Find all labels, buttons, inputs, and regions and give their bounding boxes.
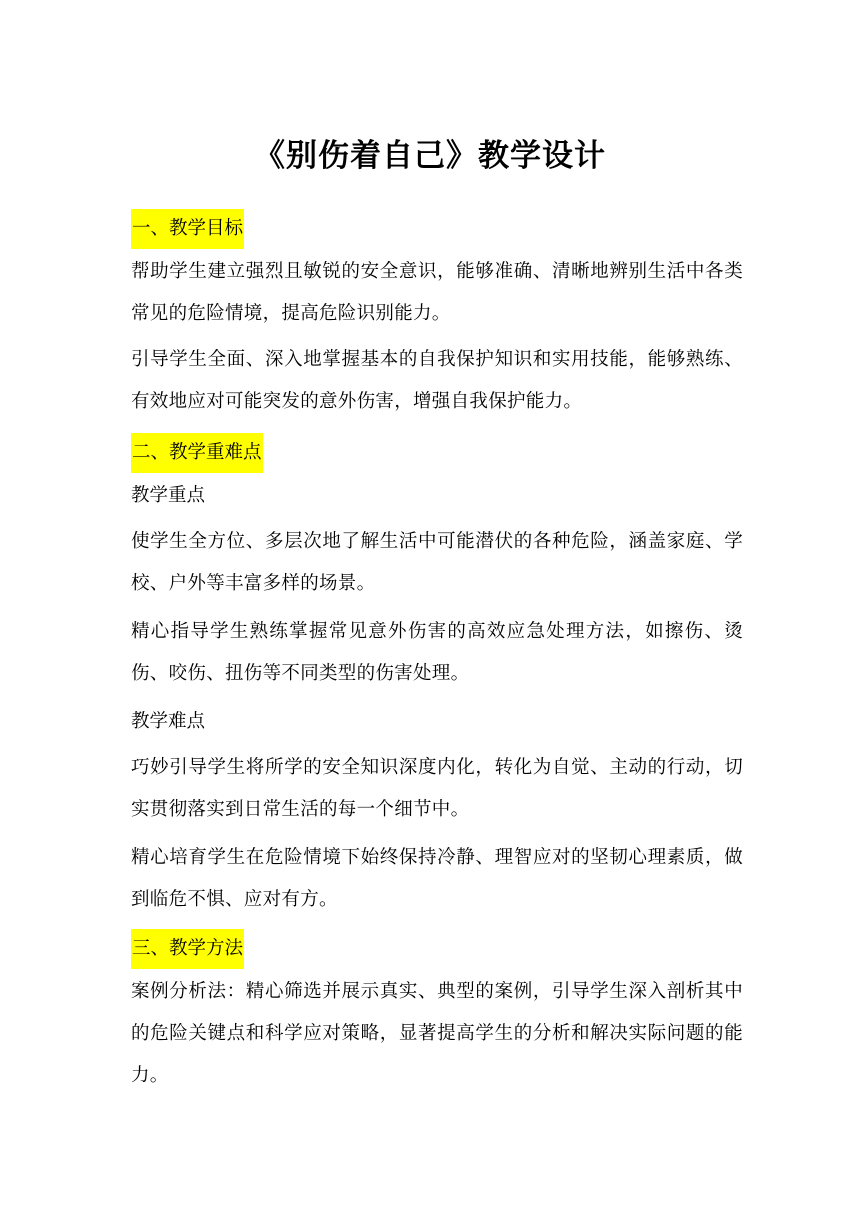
section-heading-teaching-goals: 一、教学目标 — [131, 209, 244, 249]
paragraph: 巧妙引导学生将所学的安全知识深度内化，转化为自觉、主动的行动，切实贯彻落实到日常生活的每一个细节中。 — [131, 757, 743, 820]
section-3-heading-wrap — [131, 929, 743, 969]
subheading-key-points: 教学重点 — [131, 485, 206, 506]
paragraph: 引导学生全面、深入地掌握基本的自我保护知识和实用技能，能够熟练、有效地应对可能突发的意外伤害，增强自我保护能力。 — [131, 349, 743, 412]
section-heading-teaching-methods: 三、教学方法 — [131, 929, 244, 969]
paragraph: 精心指导学生熟练掌握常见意外伤害的高效应急处理方法，如擦伤、烫伤、咬伤、扭伤等不同类型的伤害处理。 — [131, 621, 743, 684]
paragraph: 使学生全方位、多层次地了解生活中可能潜伏的各种危险，涵盖家庭、学校、户外等丰富多样的场景。 — [131, 531, 743, 594]
document-title: 《别伤着自己》教学设计 — [254, 138, 606, 174]
paragraph: 案例分析法：精心筛选并展示真实、典型的案例，引导学生深入剖析其中的危险关键点和科学应对策略，显著提高学生的分析和解决实际问题的能力。 — [131, 981, 743, 1086]
section-1-heading-wrap — [131, 209, 743, 249]
subheading-difficult-points: 教学难点 — [131, 711, 206, 732]
section-2-heading-wrap — [131, 433, 743, 473]
paragraph: 帮助学生建立强烈且敏锐的安全意识，能够准确、清晰地辨别生活中各类常见的危险情境，提高危险识别能力。 — [131, 261, 743, 324]
paragraph: 精心培育学生在危险情境下始终保持冷静、理智应对的坚韧心理素质，做到临危不惧、应对有方。 — [131, 847, 743, 910]
section-heading-key-difficult-points: 二、教学重难点 — [131, 433, 263, 473]
